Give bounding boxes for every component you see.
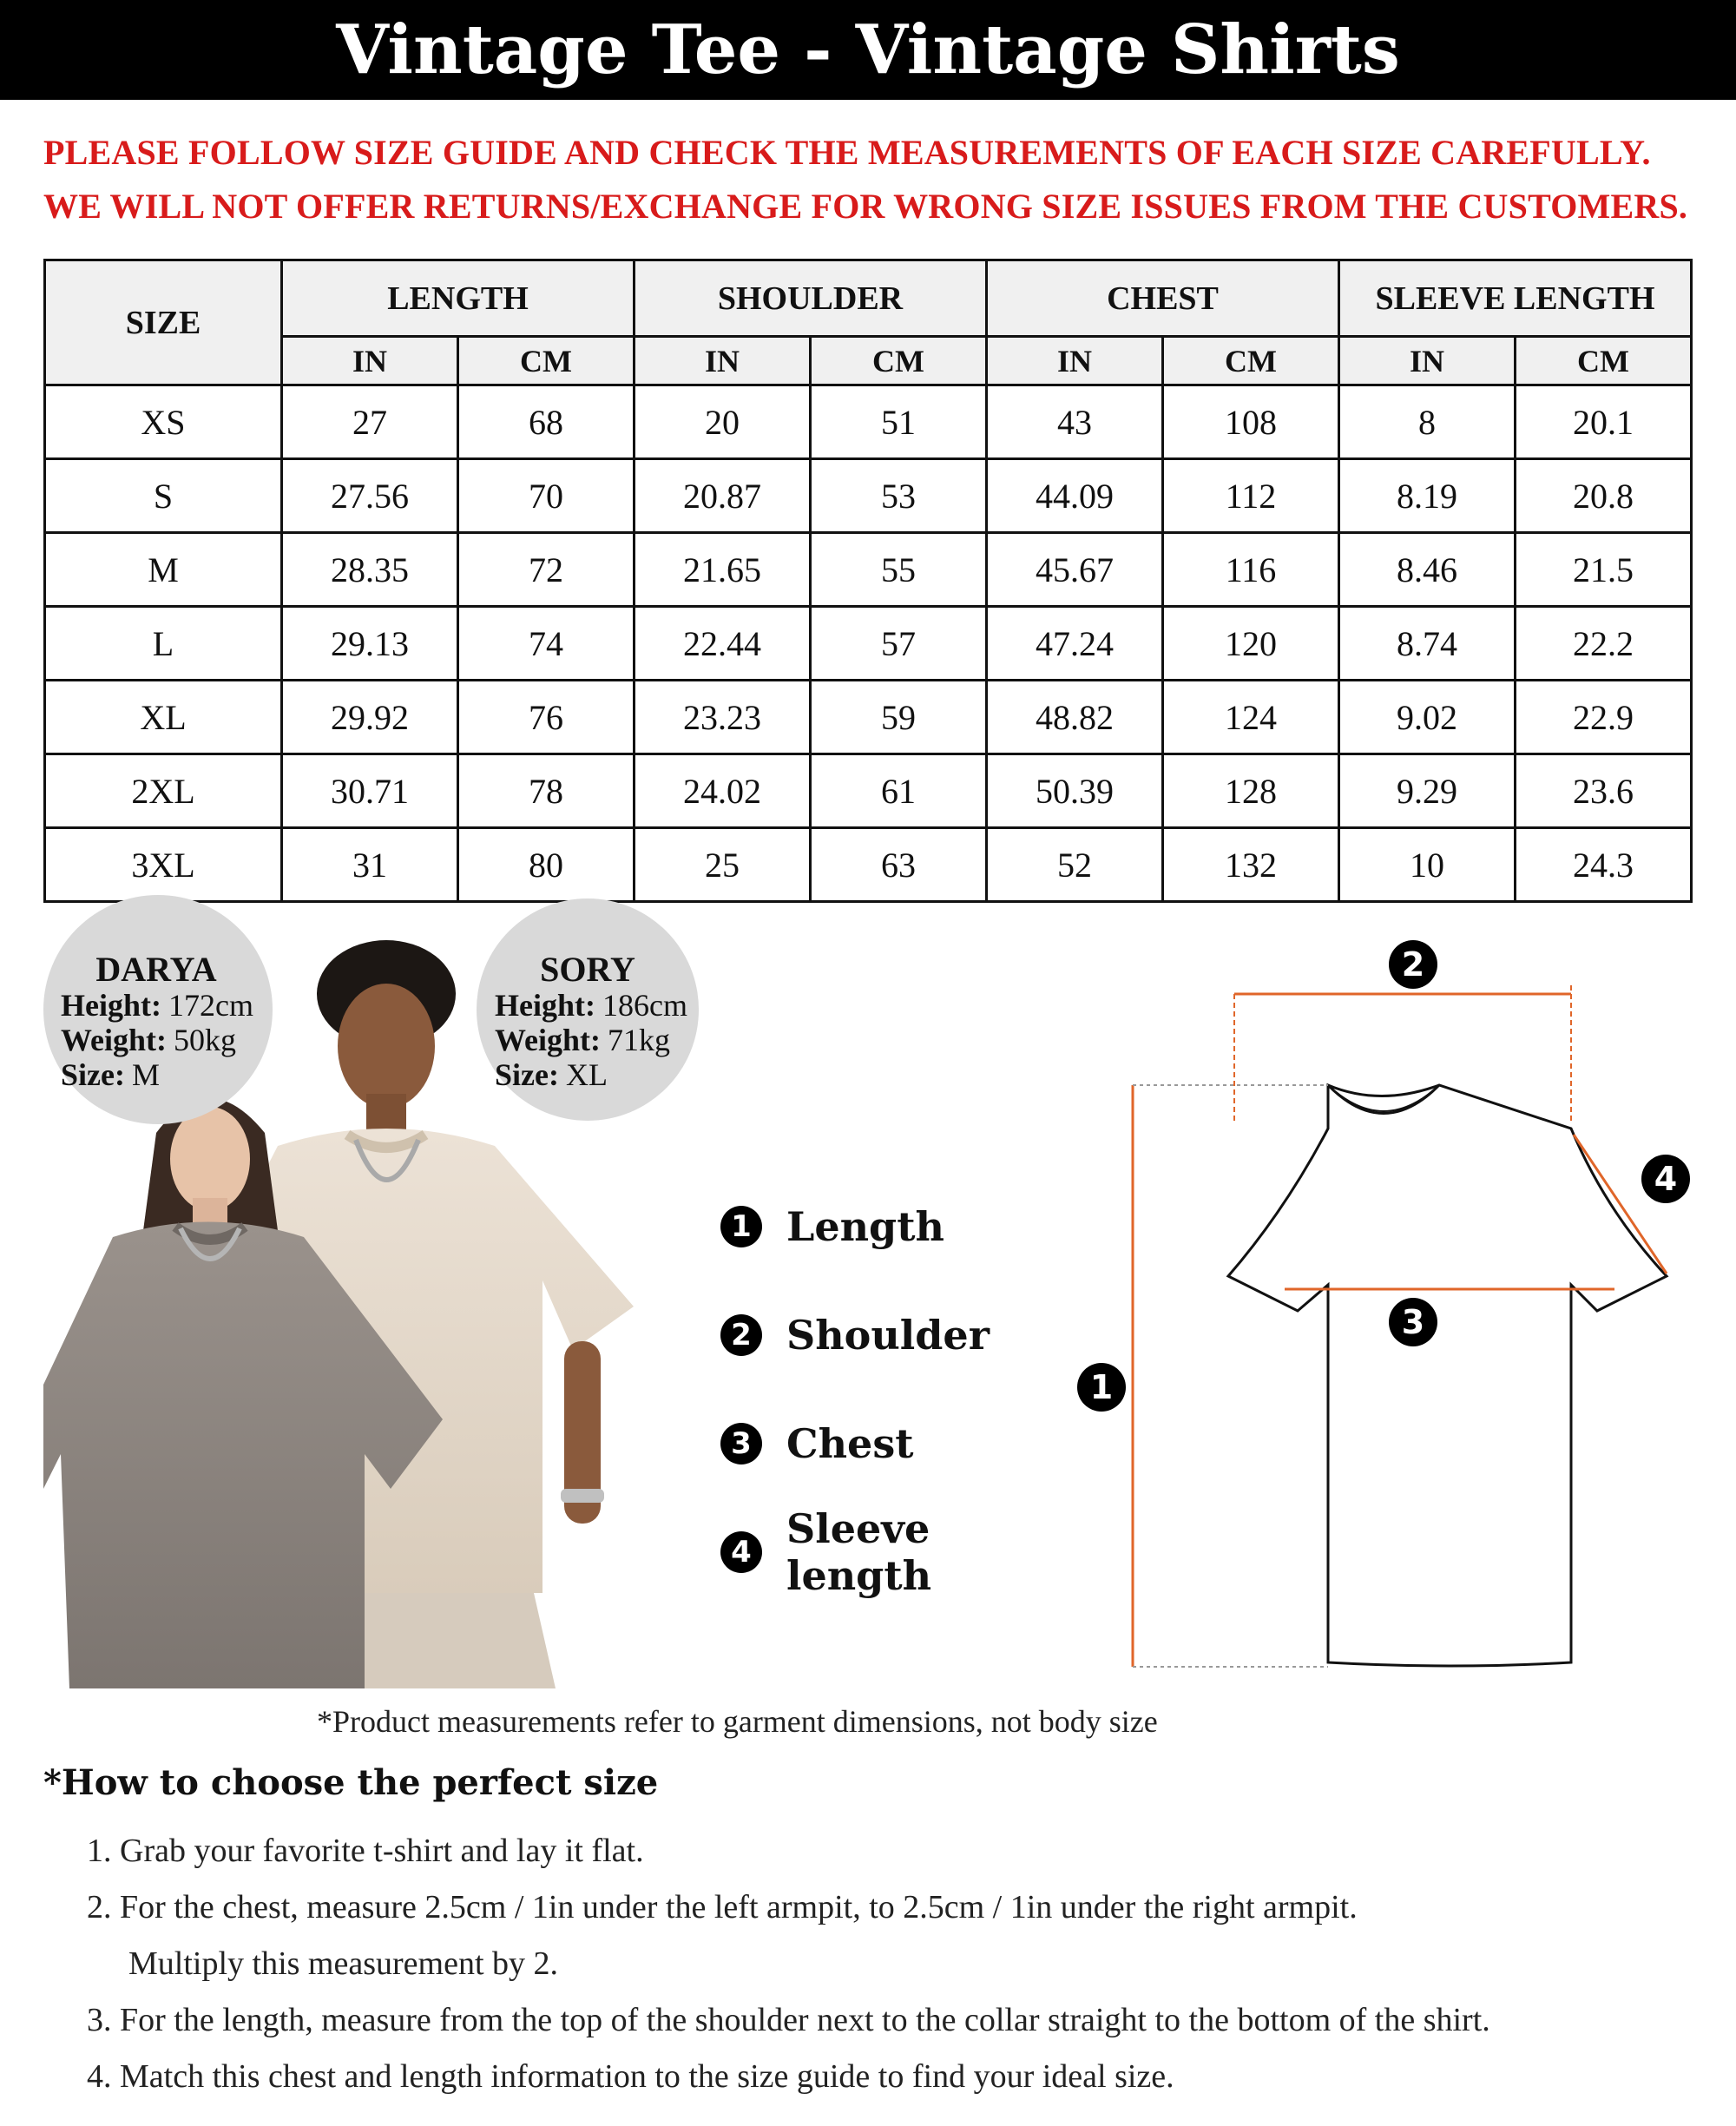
size-row — [45, 607, 1692, 681]
size-warning — [43, 126, 1710, 234]
diagram-number-1-icon: 1 — [1077, 1363, 1126, 1412]
measurement-cell: 80 — [458, 828, 635, 902]
page-header — [0, 0, 1736, 100]
number-4-icon: 4 — [720, 1531, 762, 1573]
measurement-cell: 45.67 — [987, 533, 1163, 607]
size-row — [45, 385, 1692, 459]
models-illustration — [43, 933, 687, 1688]
measurement-cell: 68 — [458, 385, 635, 459]
measurement-cell: 43 — [987, 385, 1163, 459]
legend-label: Sleeve length — [786, 1504, 932, 1599]
size-rows — [45, 385, 1692, 902]
measurement-cell: 74 — [458, 607, 635, 681]
measurement-cell: 116 — [1163, 533, 1339, 607]
unit-header: IN — [635, 337, 811, 385]
howto-title: *How to choose the perfect size — [43, 1762, 659, 1803]
measurement-cell: 53 — [811, 459, 987, 533]
measurement-cell: 9.02 — [1339, 681, 1516, 754]
measurement-cell: 59 — [811, 681, 987, 754]
measurement-cell: 47.24 — [987, 607, 1163, 681]
legend-label: Chest — [786, 1419, 914, 1467]
darya-height: Height: 172cm — [61, 988, 253, 1023]
group-header-shoulder: SHOULDER — [635, 260, 987, 337]
number-1-icon: 1 — [720, 1206, 762, 1247]
howto-step-continuation: Multiply this measurement by 2. — [128, 1945, 559, 1982]
darya-size: Size: M — [61, 1057, 160, 1092]
measurement-cell: 8.19 — [1339, 459, 1516, 533]
measurement-cell: 30.71 — [282, 754, 458, 828]
sory-name: SORY — [540, 950, 635, 989]
size-row — [45, 754, 1692, 828]
size-label-cell: L — [45, 607, 282, 681]
measurement-cell: 25 — [635, 828, 811, 902]
size-label-cell: 3XL — [45, 828, 282, 902]
legend-item-sleeve-length — [720, 1497, 1085, 1606]
howto-step: 1. Grab your favorite t-shirt and lay it flat. — [87, 1833, 644, 1869]
legend-item-length — [720, 1172, 1085, 1280]
size-column-header: SIZE — [45, 260, 282, 385]
sory-weight: Weight: 71kg — [495, 1023, 670, 1057]
size-row — [45, 459, 1692, 533]
measurement-cell: 20.87 — [635, 459, 811, 533]
howto-step: 3. For the length, measure from the top of the shoulder next to the collar straight to the bottom of the shirt. — [87, 2002, 1490, 2038]
measurement-cell: 22.9 — [1516, 681, 1692, 754]
size-chart-table — [43, 259, 1693, 903]
unit-header: IN — [1339, 337, 1516, 385]
legend-label: Length — [786, 1202, 944, 1250]
group-header-chest: CHEST — [987, 260, 1339, 337]
size-row — [45, 828, 1692, 902]
unit-header: CM — [811, 337, 987, 385]
measurement-cell: 48.82 — [987, 681, 1163, 754]
legend-item-shoulder — [720, 1280, 1085, 1389]
measurement-cell: 20.8 — [1516, 459, 1692, 533]
measurement-cell: 51 — [811, 385, 987, 459]
warning-line-1: PLEASE FOLLOW SIZE GUIDE AND CHECK THE MEASUREMENTS OF EACH SIZE CAREFULLY. — [43, 133, 1651, 172]
measurement-cell: 20.1 — [1516, 385, 1692, 459]
measurement-cell: 23.6 — [1516, 754, 1692, 828]
measurement-cell: 21.5 — [1516, 533, 1692, 607]
measurement-cell: 50.39 — [987, 754, 1163, 828]
number-2-icon: 2 — [720, 1314, 762, 1356]
measurement-cell: 128 — [1163, 754, 1339, 828]
page-title: Vintage Tee - Vintage Shirts — [336, 10, 1400, 89]
measurement-cell: 27.56 — [282, 459, 458, 533]
measurement-cell: 28.35 — [282, 533, 458, 607]
measurement-cell: 8 — [1339, 385, 1516, 459]
models-photo — [43, 933, 687, 1688]
measurement-cell: 132 — [1163, 828, 1339, 902]
diagram-number-2-icon: 2 — [1389, 940, 1437, 989]
darya-name: DARYA — [95, 950, 217, 989]
warning-line-2: WE WILL NOT OFFER RETURNS/EXCHANGE FOR WRONG SIZE ISSUES FROM THE CUSTOMERS. — [43, 187, 1688, 226]
measurement-legend — [720, 1172, 1085, 1606]
measurement-cell: 72 — [458, 533, 635, 607]
measurement-cell: 63 — [811, 828, 987, 902]
unit-header: CM — [1163, 337, 1339, 385]
unit-header: CM — [458, 337, 635, 385]
measurement-cell: 10 — [1339, 828, 1516, 902]
diagram-number-4-icon: 4 — [1641, 1155, 1690, 1203]
size-row — [45, 681, 1692, 754]
darya-weight: Weight: 50kg — [61, 1023, 236, 1057]
legend-label: Shoulder — [786, 1311, 990, 1359]
measurement-cell: 112 — [1163, 459, 1339, 533]
group-header-length: LENGTH — [282, 260, 635, 337]
tshirt-measurement-diagram — [1068, 933, 1710, 1697]
size-label-cell: XS — [45, 385, 282, 459]
measurement-cell: 24.02 — [635, 754, 811, 828]
measurement-cell: 29.13 — [282, 607, 458, 681]
measurement-cell: 52 — [987, 828, 1163, 902]
measurement-cell: 76 — [458, 681, 635, 754]
measurement-cell: 108 — [1163, 385, 1339, 459]
unit-header: CM — [1516, 337, 1692, 385]
measurement-cell: 57 — [811, 607, 987, 681]
measurement-cell: 70 — [458, 459, 635, 533]
howto-steps — [87, 1823, 1719, 2105]
howto-step: 4. Match this chest and length information to the size guide to find your ideal size. — [87, 2058, 1174, 2095]
measurement-cell: 21.65 — [635, 533, 811, 607]
measurement-cell: 124 — [1163, 681, 1339, 754]
measurement-cell: 55 — [811, 533, 987, 607]
measurement-cell: 22.2 — [1516, 607, 1692, 681]
measurement-cell: 23.23 — [635, 681, 811, 754]
size-label-cell: XL — [45, 681, 282, 754]
size-row — [45, 533, 1692, 607]
measurement-cell: 9.29 — [1339, 754, 1516, 828]
sory-size: Size: XL — [495, 1057, 608, 1092]
measurement-cell: 24.3 — [1516, 828, 1692, 902]
measurement-note: *Product measurements refer to garment dimensions, not body size — [317, 1704, 1158, 1739]
measurement-cell: 44.09 — [987, 459, 1163, 533]
measurement-cell: 31 — [282, 828, 458, 902]
size-label-cell: 2XL — [45, 754, 282, 828]
legend-item-chest — [720, 1389, 1085, 1497]
measurement-cell: 27 — [282, 385, 458, 459]
measurement-cell: 8.46 — [1339, 533, 1516, 607]
measurement-cell: 20 — [635, 385, 811, 459]
measurement-cell: 8.74 — [1339, 607, 1516, 681]
group-header-sleeve-length: SLEEVE LENGTH — [1339, 260, 1692, 337]
unit-header: IN — [987, 337, 1163, 385]
measurement-cell: 78 — [458, 754, 635, 828]
diagram-number-3-icon: 3 — [1389, 1298, 1437, 1346]
size-label-cell: M — [45, 533, 282, 607]
measurement-cell: 120 — [1163, 607, 1339, 681]
sory-height: Height: 186cm — [495, 988, 687, 1023]
measurement-cell: 29.92 — [282, 681, 458, 754]
number-3-icon: 3 — [720, 1423, 762, 1465]
measurement-cell: 61 — [811, 754, 987, 828]
size-label-cell: S — [45, 459, 282, 533]
howto-step: 2. For the chest, measure 2.5cm / 1in under the left armpit, to 2.5cm / 1in under the right armpit. Multiply this measurement by 2. — [87, 1879, 1719, 1992]
measurement-cell: 22.44 — [635, 607, 811, 681]
unit-header: IN — [282, 337, 458, 385]
